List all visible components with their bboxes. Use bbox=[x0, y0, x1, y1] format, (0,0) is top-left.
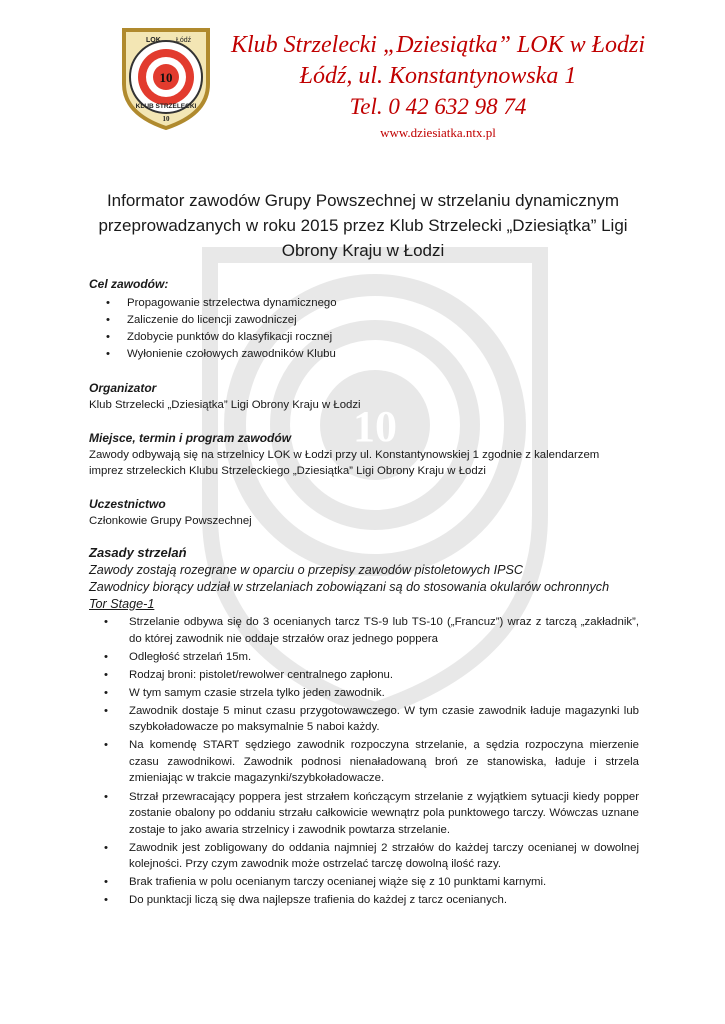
rules-heading: Zasady strzelań bbox=[89, 545, 187, 560]
list-item: • W tym samym czasie strzela tylko jeden zawodnik. bbox=[89, 685, 639, 702]
list-item: • Na komendę START sędziego zawodnik rozpoczyna strzelanie, a sędzia rozpoczyna mierzenie czasu zawodnikowi. Zawodnik podnosi nienaładowaną broń ze stanowiska, ładuje i strzela zmieniając w trakcie magazynki/szybkoładowacze. bbox=[89, 737, 639, 787]
rules-intro-1: Zawody zostają rozegrane w oparciu o przepisy zawodów pistoletowych IPSC bbox=[89, 563, 523, 577]
stage-title: Tor Stage-1 bbox=[89, 597, 155, 611]
logo-city-text: Łódź bbox=[176, 37, 192, 44]
title-line-3: Obrony Kraju w Łodzi bbox=[281, 241, 445, 260]
list-item: • Zawodnik dostaje 5 minut czasu przygotowawczego. W tym czasie zawodnik ładuje magazynki lub szybkoładowacze po maksymalnie 5 naboi każdy. bbox=[89, 703, 639, 736]
club-address: Łódź, ul. Konstantynowska 1 bbox=[299, 63, 577, 89]
list-item: • Zawodnik jest zobligowany do oddania najmniej 2 strzałów do każdej tarczy ocenianej w dowolnej kolejności. Przy czym zawodnik może ostrzelać tarczę dowolną ilość razy. bbox=[89, 840, 639, 873]
document-body bbox=[89, 276, 639, 910]
rules-intro-2: Zawodnicy biorący udział w strzelaniach zobowiązani są do stosowania okularów ochronnych bbox=[89, 580, 610, 594]
title-line-1: Informator zawodów Grupy Powszechnej w strzelaniu dynamicznym bbox=[106, 191, 620, 210]
organizer-text: Klub Strzelecki „Dziesiątka” Ligi Obrony Kraju w Łodzi bbox=[89, 399, 361, 411]
list-item: • Zdobycie punktów do klasyfikacji rocznej bbox=[89, 329, 639, 346]
list-item: • Wyłonienie czołowych zawodników Klubu bbox=[89, 346, 639, 363]
club-header bbox=[218, 30, 658, 144]
document-title bbox=[78, 188, 648, 263]
organizer-heading: Organizator bbox=[89, 381, 157, 395]
club-website[interactable]: www.dziesiatka.ntx.pl bbox=[380, 125, 496, 140]
logo-lok-text: LOK bbox=[146, 37, 161, 44]
logo-ring-text: KLUB STRZELECKI bbox=[135, 103, 197, 110]
goals-list bbox=[89, 295, 639, 363]
place-text-line-2: imprez strzeleckich Klubu Strzeleckiego „Dziesiątka” Ligi Obrony Kraju w Łodzi bbox=[89, 465, 486, 477]
club-logo bbox=[118, 22, 214, 130]
logo-bottom-number: 10 bbox=[162, 115, 170, 123]
title-line-2: przeprowadzanych w roku 2015 przez Klub Strzelecki „Dziesiątka” Ligi bbox=[98, 216, 628, 235]
svg-text:10: 10 bbox=[353, 402, 397, 451]
list-item: • Odległość strzelań 15m. bbox=[89, 649, 639, 666]
list-item: • Strzał przewracający poppera jest strzałem kończącym strzelanie z wyjątkiem sytuacji kiedy popper zostanie obalony po oddaniu strzału całkowicie wewnątrz pola punktowego tarczy. Wówczas uznane zostaje to jako awaria strzelnicy i zawodnik powtarza strzelanie. bbox=[89, 789, 639, 839]
rules-list bbox=[89, 614, 639, 909]
participants-heading: Uczestnictwo bbox=[89, 497, 166, 511]
place-heading: Miejsce, termin i program zawodów bbox=[89, 431, 292, 445]
club-phone: Tel. 0 42 632 98 74 bbox=[349, 94, 527, 119]
logo-number: 10 bbox=[159, 70, 173, 85]
list-item: • Strzelanie odbywa się do 3 ocenianych tarcz TS-9 lub TS-10 („Francuz”) wraz z tarczą „zakładnik”, do której zawodnik nie oddaje strzałów oraz jednego poppera bbox=[89, 614, 639, 647]
list-item: • Zaliczenie do licencji zawodniczej bbox=[89, 312, 639, 329]
list-item: • Brak trafienia w polu ocenianym tarczy ocenianej wiąże się z 10 punktami karnymi. bbox=[89, 874, 639, 891]
list-item: • Propagowanie strzelectwa dynamicznego bbox=[89, 295, 639, 312]
list-item: • Rodzaj broni: pistolet/rewolwer centralnego zapłonu. bbox=[89, 667, 639, 684]
club-name: Klub Strzelecki „Dziesiątka” LOK w Łodzi bbox=[230, 32, 646, 58]
goals-heading: Cel zawodów: bbox=[89, 277, 169, 291]
list-item: • Do punktacji liczą się dwa najlepsze trafienia do każdej z tarcz ocenianych. bbox=[89, 892, 639, 909]
participants-text: Członkowie Grupy Powszechnej bbox=[89, 515, 252, 527]
place-text-line-1: Zawody odbywają się na strzelnicy LOK w Łodzi przy ul. Konstantynowskiej 1 zgodnie z kalendarzem bbox=[89, 449, 600, 461]
